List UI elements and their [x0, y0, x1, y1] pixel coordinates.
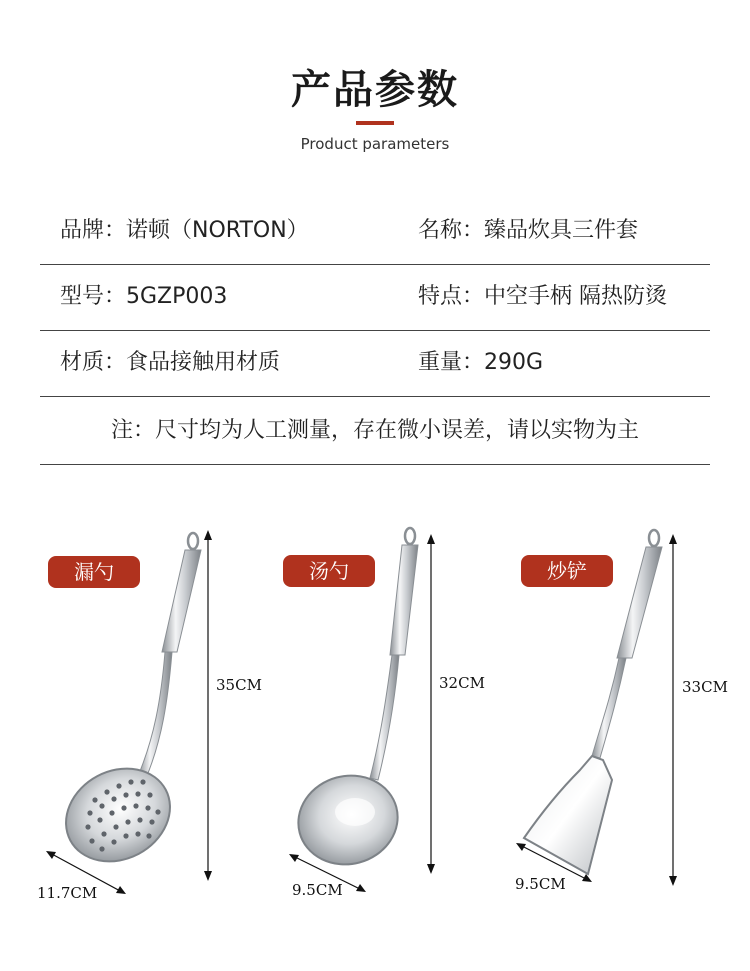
tag-ladle: 汤勺	[283, 555, 375, 587]
page-title: 产品参数	[291, 67, 459, 113]
measurement-note: 注：尺寸均为人工测量，存在微小误差，请以实物为主	[110, 418, 639, 443]
spatula-length-label: 33CM	[682, 678, 728, 696]
param-material: 材质：食品接触用材质	[60, 350, 281, 375]
param-weight: 重量：290G	[418, 350, 544, 375]
spatula-width-label: 9.5CM	[515, 875, 566, 893]
skimmer-length-label: 35CM	[216, 676, 262, 694]
param-feature: 特点：中空手柄 隔热防烫	[418, 284, 667, 309]
param-product-name: 名称：臻品炊具三件套	[418, 218, 639, 243]
param-model: 型号：5GZP003	[60, 284, 228, 309]
ladle-length-label: 32CM	[439, 674, 485, 692]
ladle-width-label: 9.5CM	[292, 881, 343, 899]
tag-skimmer: 漏勺	[48, 556, 140, 588]
tag-spatula: 炒铲	[521, 555, 613, 587]
skimmer-width-label: 11.7CM	[37, 884, 98, 902]
param-brand: 品牌：诺顿（NORTON）	[60, 218, 309, 243]
page-subtitle: Product parameters	[300, 135, 450, 153]
